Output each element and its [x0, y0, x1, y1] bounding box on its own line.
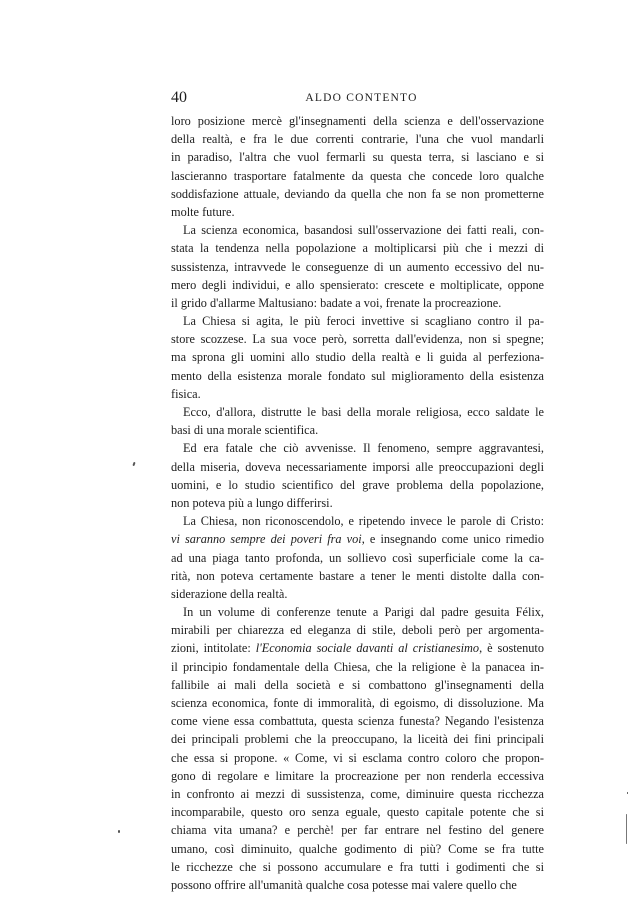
text-line: La scienza economica, basandosi sull'osservazione dei fatti reali, con-: [183, 223, 544, 238]
paragraph: [171, 512, 544, 603]
text-line: mirabili per chiarezza ed eleganza di stile, deboli però per argomenta-: [171, 623, 544, 638]
text-line: ma sprona gli uomini allo studio della realtà e li guida al perfeziona-: [171, 350, 544, 365]
paragraph: [171, 403, 544, 439]
body-text: [171, 112, 544, 892]
text-line: incomparabile, questo oro senza eguale, questo capitale potente che si: [171, 805, 544, 820]
text-line: soddisfazione attuale, deviando da quella che non fa se non prometterne: [171, 186, 544, 201]
text-line: loro posizione mercè gl'insegnamenti della scienza e dell'osservazione: [171, 114, 544, 128]
text-line: ad una piaga tanto profonda, un sollievo così superficiale come la ca-: [171, 550, 544, 565]
text-line: fallibile ai mali della società e si combattono gl'insegnamenti della: [171, 677, 544, 692]
text-line: stata la tendenza nella popolazione a moltiplicarsi più che i mezzi di: [171, 241, 544, 256]
ink-speck: [627, 792, 628, 794]
text-line: il principio fondamentale della Chiesa, che la religione è la panacea in-: [171, 659, 544, 674]
paragraph: [171, 221, 544, 312]
text-line: La Chiesa, non riconoscendolo, e ripetendo invece le parole di Cristo:: [183, 514, 544, 529]
paragraph: [171, 312, 544, 403]
text-line: scienza economica, fonte di immoralità, di egoismo, di dissoluzione. Ma: [171, 696, 544, 710]
page-edge-mark: [626, 814, 627, 844]
text-line: fisica.: [171, 386, 201, 401]
text-line: molte future.: [171, 204, 235, 219]
paragraph: [171, 112, 544, 221]
text-line: possono offrire all'umanità qualche cosa potesse mai valere quello che: [171, 877, 517, 892]
text-line: basi di una morale scientifica.: [171, 423, 319, 438]
text-line: mero degli individui, e allo spensierato: crescete e moltiplicate, oppone: [171, 277, 544, 292]
page-header: [171, 89, 544, 107]
text-line: zioni, intitolate: l'Economia sociale davanti al cristianesimo, è sostenuto: [171, 641, 544, 656]
text-line: gono di regolare e limitare la procreazione per non renderla eccessiva: [171, 768, 544, 783]
text-line: In un volume di conferenze tenute a Parigi dal padre gesuita Félix,: [183, 605, 544, 620]
text-line: siderazione della realtà.: [171, 586, 288, 601]
paragraph: [171, 439, 544, 512]
text-line: che essa si propone. « Come, vi si esclama contro coloro che propon-: [171, 750, 544, 765]
ink-speck: [118, 830, 120, 833]
text-line: sussistenza, intravvede le conseguenze di un aumento eccessivo del nu-: [171, 259, 544, 274]
text-line: le ricchezze che si possono accumulare e fra tutti i godimenti che si: [171, 859, 544, 874]
text-line: in paradiso, l'altra che vuol fermarli su questa terra, si lasciano e si: [171, 150, 544, 165]
text-line: store scozzese. La sua voce però, sorretta dall'evidenza, non si spegne;: [171, 332, 544, 347]
text-line: umano, così diminuito, qualche godimento di più? Come se fra tutte: [171, 841, 544, 856]
text-line: lascieranno trasportare fatalmente da questa che concede loro qualche: [171, 168, 544, 183]
text-line: il grido d'allarme Maltusiano: badate a voi, frenate la procreazione.: [171, 295, 502, 310]
text-line: Ecco, d'allora, distrutte le basi della morale religiosa, ecco saldate le: [183, 405, 544, 419]
text-line: uomini, e lo studio scientifico del grave problema della popolazione,: [171, 477, 544, 492]
text-line: La Chiesa si agita, le più feroci invettive si scagliano contro il pa-: [183, 314, 544, 329]
paragraph: [171, 603, 544, 894]
text-line: non poteva più a lungo differirsi.: [171, 495, 333, 510]
text-line: come viene essa combattuta, questa scienza funesta? Negando l'esistenza: [171, 714, 544, 729]
text-line: della miseria, doveva necessariamente imporsi alle preoccupazioni degli: [171, 459, 544, 474]
text-line: mento della esistenza morale fondato sul miglioramento della esistenza: [171, 368, 544, 383]
text-line: chiama vita umana? e perchè! per far entrare nel festino del genere: [171, 823, 544, 838]
text-line: della realtà, e fra le due correnti contrarie, l'una che vuol mandarli: [171, 132, 544, 147]
ink-speck: [132, 462, 135, 466]
text-line: in confronto ai mezzi di sussistenza, come, diminuire questa ricchezza: [171, 786, 544, 801]
text-line: rità, non poteva certamente bastare a tener le menti distolte dalla con-: [171, 568, 544, 583]
text-line: dei principali problemi che la preoccupano, la liceità dei fini principali: [171, 732, 544, 747]
text-line: vi saranno sempre dei poveri fra voi, e insegnando come unico rimedio: [171, 532, 544, 547]
page-number: 40: [171, 89, 187, 106]
running-title: ALDO CONTENTO: [305, 92, 418, 104]
text-line: Ed era fatale che ciò avvenisse. Il fenomeno, sempre aggravantesi,: [183, 441, 544, 456]
